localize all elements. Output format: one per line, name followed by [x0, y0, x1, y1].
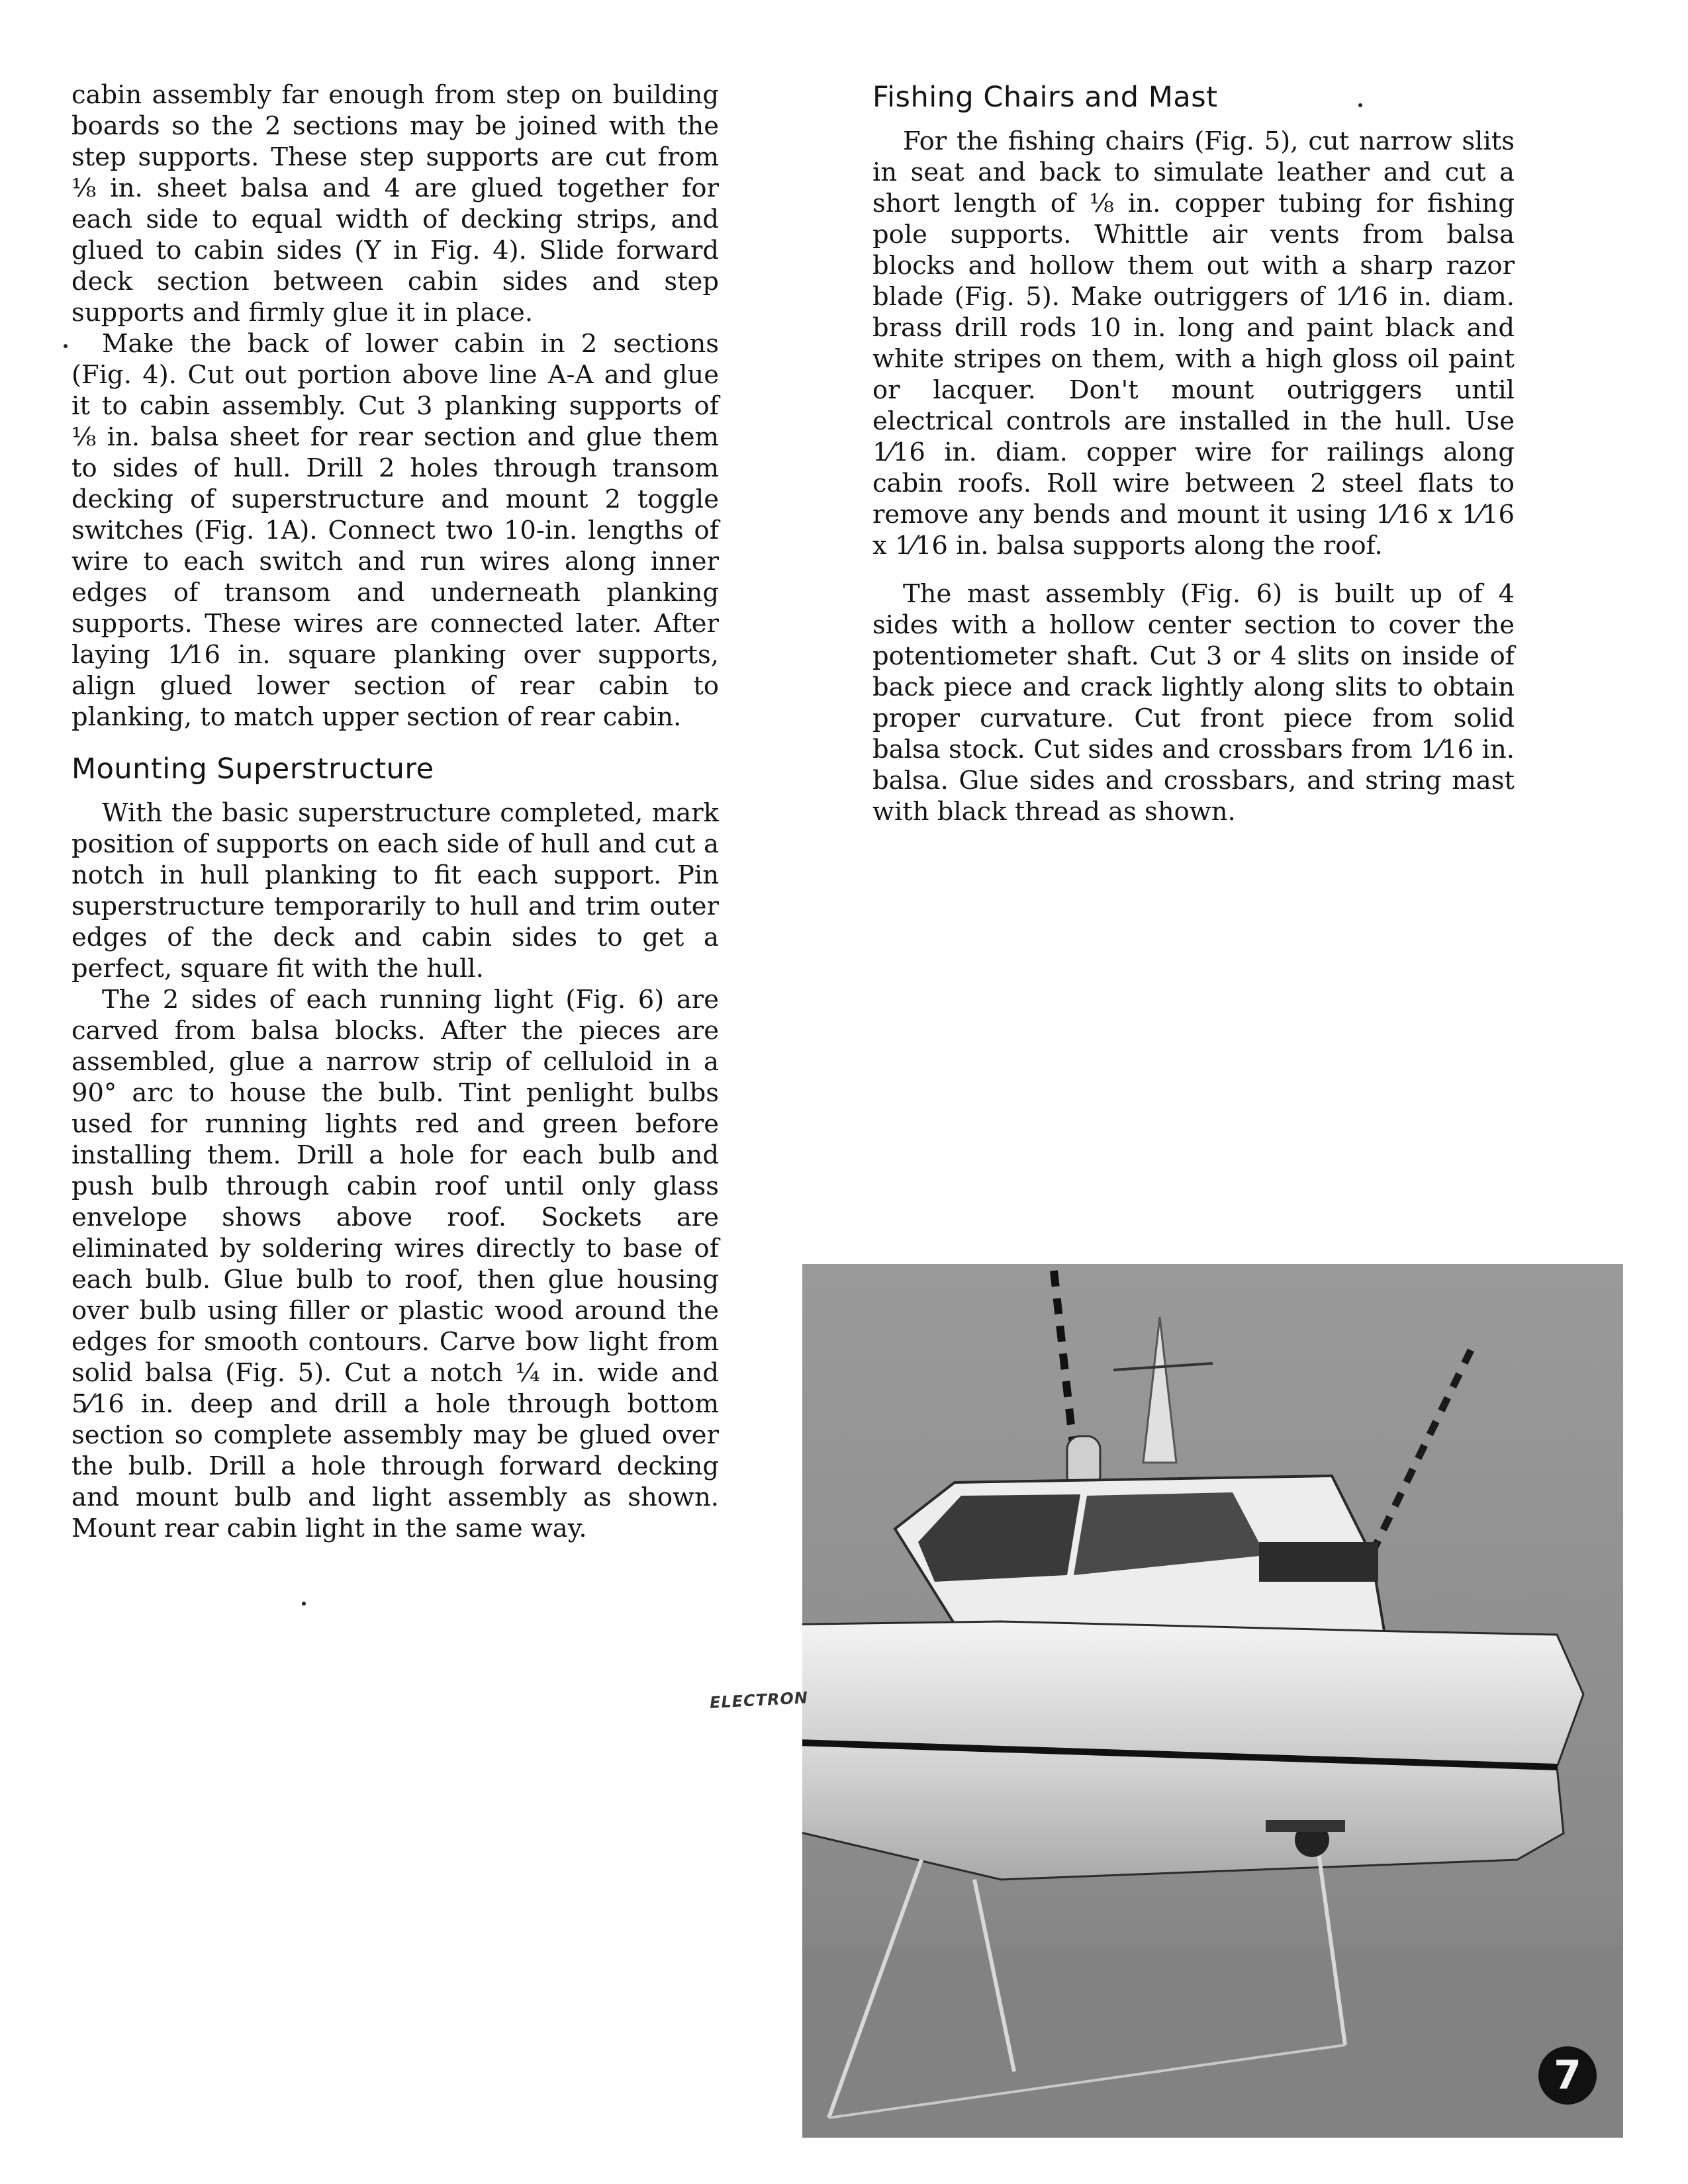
paragraph-running-lights: The 2 sides of each running light (Fig. 6) are carved from balsa blocks. After the pieces are assembled, glue a narrow strip of celluloid in a 90° arc to house the bulb. Tint penlight bulbs used for running lights red and green before installing them. Drill a hole for each bulb and push bulb through cabin roof until only glass envelope shows above roof. Sockets are eliminated by soldering wires directly to base of each bulb. Glue bulb to roof, then glue housing over bulb using filler or plastic wood around the edges for smooth contours. Carve bow light from solid balsa (Fig. 5). Cut a notch ¼ in. wide and 5⁄16 in. deep and drill a hole through bottom section so complete assembly may be glued over the bulb. Drill a hole through forward decking and mount bulb and light assembly as shown. Mount rear cabin light in the same way.: [71, 985, 719, 1543]
paragraph-mounting: With the basic superstructure completed, mark position of supports on each side of hull and cut a notch in hull planking to fit each support. Pin superstructure temporarily to hull and trim outer edges of the deck and cabin sides to get a perfect, square fit with the hull.: [71, 798, 719, 983]
stray-dot: [1358, 103, 1362, 107]
heading-fishing-chairs-and-mast: Fishing Chairs and Mast: [872, 81, 1218, 114]
paragraph-lower-cabin: Make the back of lower cabin in 2 sections (Fig. 4). Cut out portion above line A-A and glue it to cabin assembly. Cut 3 planking supports of ⅛ in. balsa sheet for rear section and glue them to sides of hull. Drill 2 holes through transom decking of superstructure and mount 2 toggle switches (Fig. 1A). Connect two 10-in. lengths of wire to each switch and run wires along inner edges of transom and underneath planking supports. These wires are connected later. After laying 1⁄16 in. square planking over supports, align glued lower section of rear cabin to planking, to match upper section of rear cabin.: [71, 329, 719, 732]
boat-illustration: [802, 1264, 1623, 2138]
left-text-column: [71, 79, 719, 1544]
paragraph-step-supports: cabin assembly far enough from step on building boards so the 2 sections may be joined with the step supports. These step supports are cut from ⅛ in. sheet balsa and 4 are glued together for each side to equal width of decking strips, and glued to cabin sides (Y in Fig. 4). Slide forward deck section between cabin sides and step supports and firmly glue it in place.: [71, 80, 719, 328]
boat-photo: [802, 1264, 1623, 2138]
heading-mounting-superstructure: Mounting Superstructure: [71, 752, 434, 786]
page-number-badge: 7: [1538, 2046, 1597, 2105]
paragraph-mast-assembly: The mast assembly (Fig. 6) is built up of 4 sides with a hollow center section to cover the potentiometer shaft. Cut 3 or 4 slits on inside of back piece and crack lightly along slits to obtain proper curvature. Cut front piece from solid balsa stock. Cut sides and crossbars from 1⁄16 in. balsa. Glue sides and crossbars, and string mast with black thread as shown.: [872, 579, 1515, 827]
boat-name-label: ELECTRON: [709, 1688, 809, 1712]
right-text-column: [872, 79, 1515, 827]
paragraph-fishing-chairs: For the fishing chairs (Fig. 5), cut narrow slits in seat and back to simulate leather and cut a short length of ⅛ in. copper tubing for fishing pole supports. Whittle air vents from balsa blocks and hollow them out with a sharp razor blade (Fig. 5). Make outriggers of 1⁄16 in. diam. brass drill rods 10 in. long and paint black and white stripes on them, with a high gloss oil paint or lacquer. Don't mount outriggers until electrical controls are installed in the hull. Use 1⁄16 in. diam. copper wire for railings along cabin roofs. Roll wire between 2 steel flats to remove any bends and mount it using 1⁄16 x 1⁄16 x 1⁄16 in. balsa supports along the roof.: [872, 126, 1515, 561]
stray-dot: [64, 344, 68, 348]
stray-dot: [302, 1602, 306, 1606]
